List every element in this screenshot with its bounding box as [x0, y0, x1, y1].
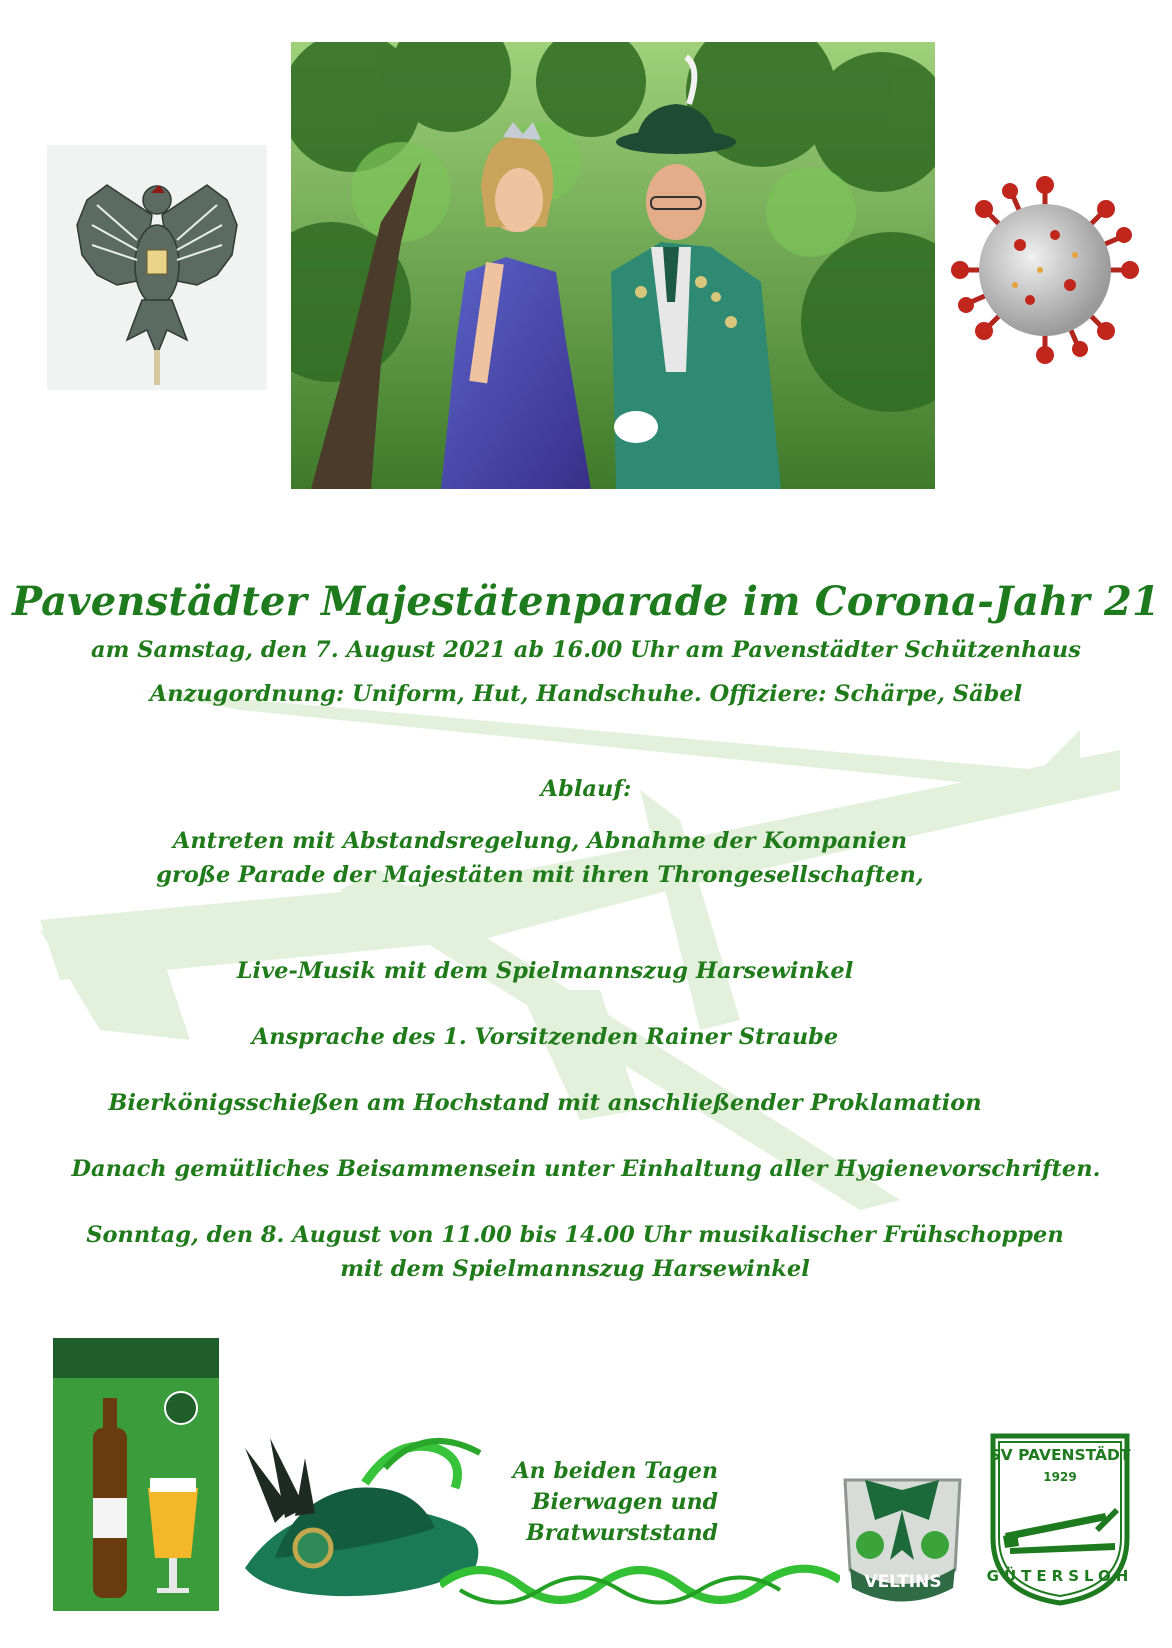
sunday-schedule: Sonntag, den 8. August von 11.00 bis 14.00 Uhr musikalischer Frühschoppen	[86, 1222, 1064, 1248]
sunday-schedule: mit dem Spielmannszug Harsewinkel	[340, 1256, 810, 1282]
dress-code: Anzugordnung: Uniform, Hut, Handschuhe. Offiziere: Schärpe, Säbel	[149, 681, 1023, 707]
corona-virus-image	[950, 175, 1140, 365]
schedule-heading: Ablauf:	[540, 776, 632, 802]
green-ribbon-decoration	[440, 1545, 840, 1615]
eagle-crest-image	[47, 145, 267, 390]
schedule-item: Antreten mit Abstandsregelung, Abnahme der Kompanien	[172, 828, 908, 854]
veltins-wordmark: VELTINS	[864, 1572, 942, 1592]
schedule-item: große Parade der Majestäten mit ihren Throngesellschaften,	[156, 862, 924, 888]
club-city: GÜTERSLOH	[986, 1567, 1134, 1585]
event-title: Pavenstädter Majestätenparade im Corona-Jahr 21	[11, 578, 1161, 625]
club-founding-year: 1929	[1043, 1470, 1077, 1484]
schedule-item: Live-Musik mit dem Spielmannszug Harsewinkel	[236, 958, 854, 984]
club-name: SV PAVENSTÄDT	[989, 1446, 1131, 1464]
royal-couple-photo	[291, 42, 935, 489]
schuetzenprost-poster	[53, 1338, 219, 1611]
schedule-item: Bierkönigsschießen am Hochstand mit anschließender Proklamation	[108, 1090, 982, 1116]
schedule-item: Ansprache des 1. Vorsitzenden Rainer Straube	[251, 1024, 839, 1050]
event-date-location: am Samstag, den 7. August 2021 ab 16.00 Uhr am Pavenstädter Schützenhaus	[91, 637, 1081, 663]
both-days-line: Bierwagen und	[531, 1489, 718, 1515]
both-days-line: An beiden Tagen	[512, 1458, 718, 1484]
both-days-line: Bratwurststand	[526, 1520, 718, 1546]
schedule-item: Danach gemütliches Beisammensein unter Einhaltung aller Hygienevorschriften.	[71, 1156, 1101, 1182]
